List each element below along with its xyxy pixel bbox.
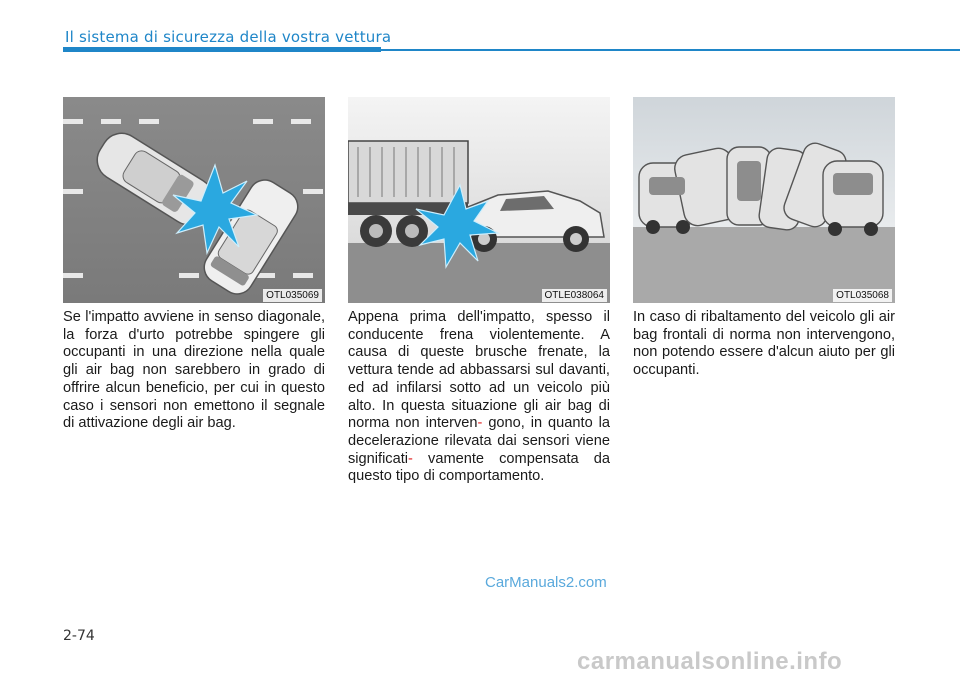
figure-code: OTLE038064 <box>542 289 608 302</box>
header-rule-thin <box>381 49 960 51</box>
header-rule-thick <box>63 47 381 52</box>
page-number: 2-74 <box>63 628 95 644</box>
watermark-link[interactable]: CarManuals2.com <box>485 574 607 591</box>
figure-code: OTL035069 <box>263 289 322 302</box>
column-text-diagonal: Se l'impatto avviene in senso diagonale, la forza d'urto potrebbe spingere gli occupanti in una direzione nella quale gli air bag non sarebbero in grado di offrire alcun beneficio, per cui in questo caso i sensori non emettono il segnale di attivazione degli air bag. <box>63 309 325 432</box>
hyphen: - <box>408 450 413 467</box>
text-part: Appena prima dell'impatto, spesso il conducente frena violentemente. A causa di queste brusche frenate, la vettura tende ad abbassarsi sul davanti, ed ad infilarsi sotto ad un veicolo più alto. In questa situazione gli air bag di norma non interven <box>348 309 610 432</box>
figure-diagonal-impact <box>63 97 325 303</box>
section-title: Il sistema di sicurezza della vostra vettura <box>65 28 392 46</box>
figure-code: OTL035068 <box>833 289 892 302</box>
figure-rollover <box>633 97 895 303</box>
column-text-underride <box>348 309 610 486</box>
text-part: gono, in quanto la decelerazione rilevata dai sensori viene significati <box>348 415 610 467</box>
hyphen: - <box>477 415 483 432</box>
text-part: vamente compensata da questo tipo di comportamento. <box>348 450 610 485</box>
column-text-rollover: In caso di ribaltamento del veicolo gli air bag frontali di norma non intervengono, non potendo essere d'alcun aiuto per gli occupanti. <box>633 309 895 379</box>
watermark-footer: carmanualsonline.info <box>577 648 843 675</box>
figure-underride-impact <box>348 97 610 303</box>
